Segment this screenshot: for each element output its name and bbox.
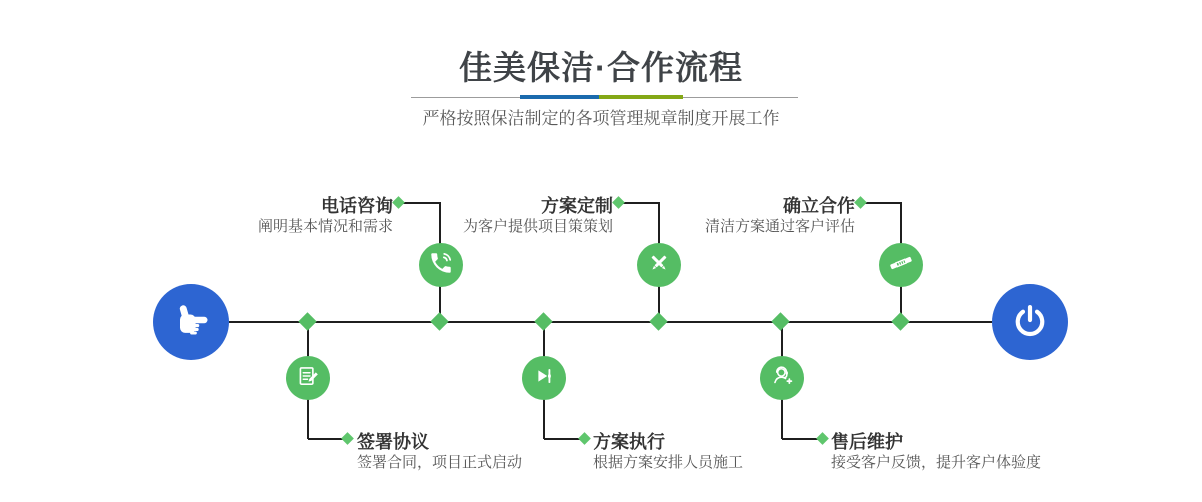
step-desc: 根据方案安排人员施工 — [593, 454, 744, 471]
label-diamond — [341, 432, 354, 445]
step-desc: 清洁方案通过客户评估 — [704, 218, 855, 235]
handshake-icon — [887, 249, 915, 282]
contract-pen-icon — [295, 363, 321, 394]
timeline-start-circle — [153, 284, 229, 360]
step-title: 电话咨询 — [321, 196, 393, 216]
pointing-hand-icon — [169, 298, 213, 347]
step-desc: 接受客户反馈，提升客户体验度 — [831, 454, 1042, 471]
connector-line — [308, 438, 344, 440]
step-circle-phone — [419, 243, 463, 287]
step-circle-contract — [286, 356, 330, 400]
timeline-node-diamond — [649, 312, 667, 330]
page-subtitle: 严格按照保洁制定的各项管理规章制度开展工作 — [422, 109, 780, 128]
timeline-line — [229, 321, 992, 323]
label-diamond — [578, 432, 591, 445]
play-slider-icon — [531, 363, 557, 394]
timeline-node-diamond — [430, 312, 448, 330]
step-circle-service — [760, 356, 804, 400]
step-title: 方案执行 — [593, 432, 665, 452]
timeline-node-diamond — [298, 312, 316, 330]
step-desc: 为客户提供项目策策划 — [462, 218, 613, 235]
step-circle-design — [637, 243, 681, 287]
timeline-node-diamond — [771, 312, 789, 330]
connector-line — [782, 438, 819, 440]
step-desc: 阐明基本情况和需求 — [257, 218, 393, 235]
step-desc: 签署合同，项目正式启动 — [357, 454, 523, 471]
step-title: 签署协议 — [357, 432, 429, 452]
connector-line — [544, 438, 581, 440]
page-title: 佳美保洁·合作流程 — [459, 49, 743, 86]
divider-blue-segment — [520, 95, 599, 99]
label-diamond — [612, 196, 625, 209]
label-diamond — [854, 196, 867, 209]
connector-line — [864, 202, 902, 204]
step-circle-cooperation — [879, 243, 923, 287]
headset-person-icon — [769, 362, 796, 394]
step-title: 确立合作 — [783, 196, 855, 216]
timeline-node-diamond — [891, 312, 909, 330]
label-diamond — [392, 196, 405, 209]
crossed-pencils-icon — [646, 250, 672, 281]
timeline-node-diamond — [534, 312, 552, 330]
power-icon — [1009, 299, 1051, 346]
phone-icon — [428, 250, 454, 281]
step-circle-execute — [522, 356, 566, 400]
step-title: 方案定制 — [541, 196, 613, 216]
timeline-end-circle — [992, 284, 1068, 360]
divider-green-segment — [599, 95, 683, 99]
label-diamond — [816, 432, 829, 445]
title-divider — [411, 97, 798, 98]
step-title: 售后维护 — [831, 432, 903, 452]
